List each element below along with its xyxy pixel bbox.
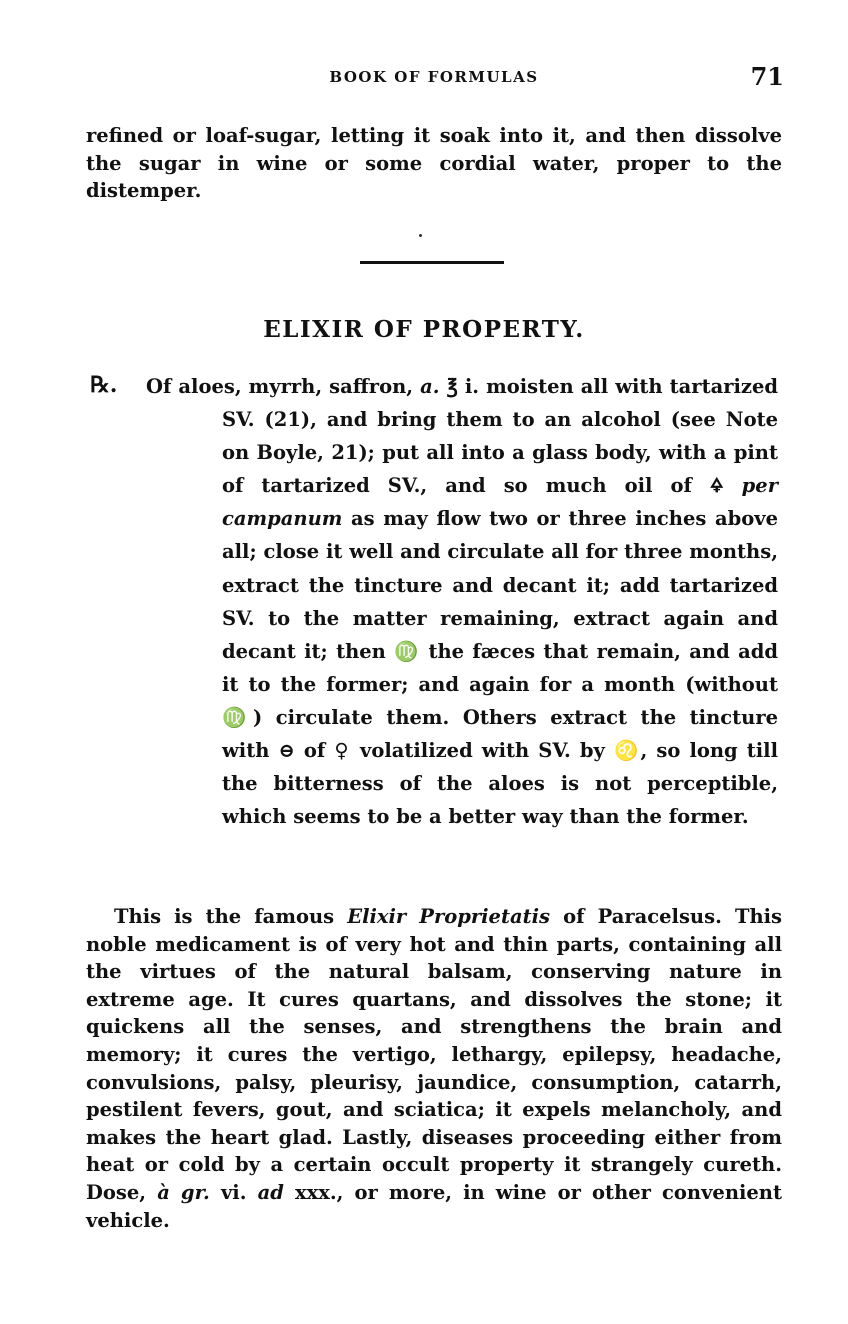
- commentary-italic-ad: ad: [257, 1180, 284, 1204]
- leo-symbol-icon: ♌: [613, 739, 641, 763]
- commentary-p2: of Paracelsus. This noble medicament is of very hot and thin parts, containing all the virtues of the natural balsam, conserving nature in extreme age. It cures quartans, and dissolves the stone; it quickens all the senses, and strengthens the brain and memory; it cures the vertigo, lethargy, epilepsy, headache, convulsions, palsy, pleurisy, jaundice, consumption, catarrh, pestilent fevers, gout, and sciatica; it expels melancholy, and makes the heart glad. Lastly, diseases proceeding either from heat or cold by a certain occult property it strangely cureth. Dose,: [86, 905, 783, 1204]
- section-divider-rule: [360, 261, 504, 264]
- recipe-mid4: of: [303, 739, 326, 763]
- running-header: [84, 62, 784, 92]
- recipe-end: , so long till the bitterness of the aloes is not perceptible, which seems to be a better way than the former.: [222, 739, 778, 829]
- recipe-lead-rest: ℥ i. moisten all with tartarized SV. (21), and bring them to an alcohol (see Note on Boyle, 21); put all into a glass body, with a pint of tartarized SV., and so much oil of: [222, 375, 779, 498]
- recipe-mid: as may flow two or three inches above all; close it well and circulate all for three months, extract the tincture and decant it; add tartarized SV. to the matter remaining, extract again and decant it; then: [222, 507, 779, 663]
- sulphur-symbol-icon: 🜍: [709, 474, 724, 498]
- continued-paragraph: refined or loaf-sugar, letting it soak into it, and then dissolve the sugar in wine or some cordial water, proper to the distemper.: [86, 124, 782, 202]
- per-campanum-text: per campanum: [222, 474, 778, 531]
- recipe-text: [146, 370, 778, 833]
- commentary-p3: vi.: [220, 1180, 247, 1204]
- recipe-mid2: the fæces that remain, and add it to the former; and again for a month (without: [222, 639, 779, 696]
- recipe-lead: Of aloes, myrrh, saffron,: [146, 375, 414, 398]
- commentary-p4: xxx., or more, in wine or other convenient vehicle.: [86, 1180, 782, 1232]
- salt-symbol-icon: ⊖: [278, 739, 295, 763]
- recipe-mid5: volatilized with SV. by: [360, 739, 605, 763]
- section-title: ELIXIR OF PROPERTY.: [263, 316, 585, 343]
- recipe-mid3: ) circulate them. Others extract the tincture with: [222, 705, 778, 763]
- commentary-p1: This is the famous: [114, 905, 335, 928]
- print-speck: [419, 234, 422, 237]
- running-title: BOOK OF FORMULAS: [329, 68, 539, 86]
- commentary-paragraph: [86, 903, 782, 1234]
- recipe-symbol: ℞.: [90, 372, 118, 398]
- commentary-italic-title: Elixir Proprietatis: [347, 905, 550, 928]
- tartar-symbol-icon: ♀: [334, 739, 351, 763]
- commentary-italic-dose: à gr.: [157, 1180, 210, 1204]
- page-number: 71: [750, 62, 784, 91]
- distill-symbol-icon-2: ♍: [222, 705, 254, 729]
- recipe-lead-italic: a.: [420, 375, 440, 398]
- distill-symbol-icon: ♍: [394, 639, 421, 663]
